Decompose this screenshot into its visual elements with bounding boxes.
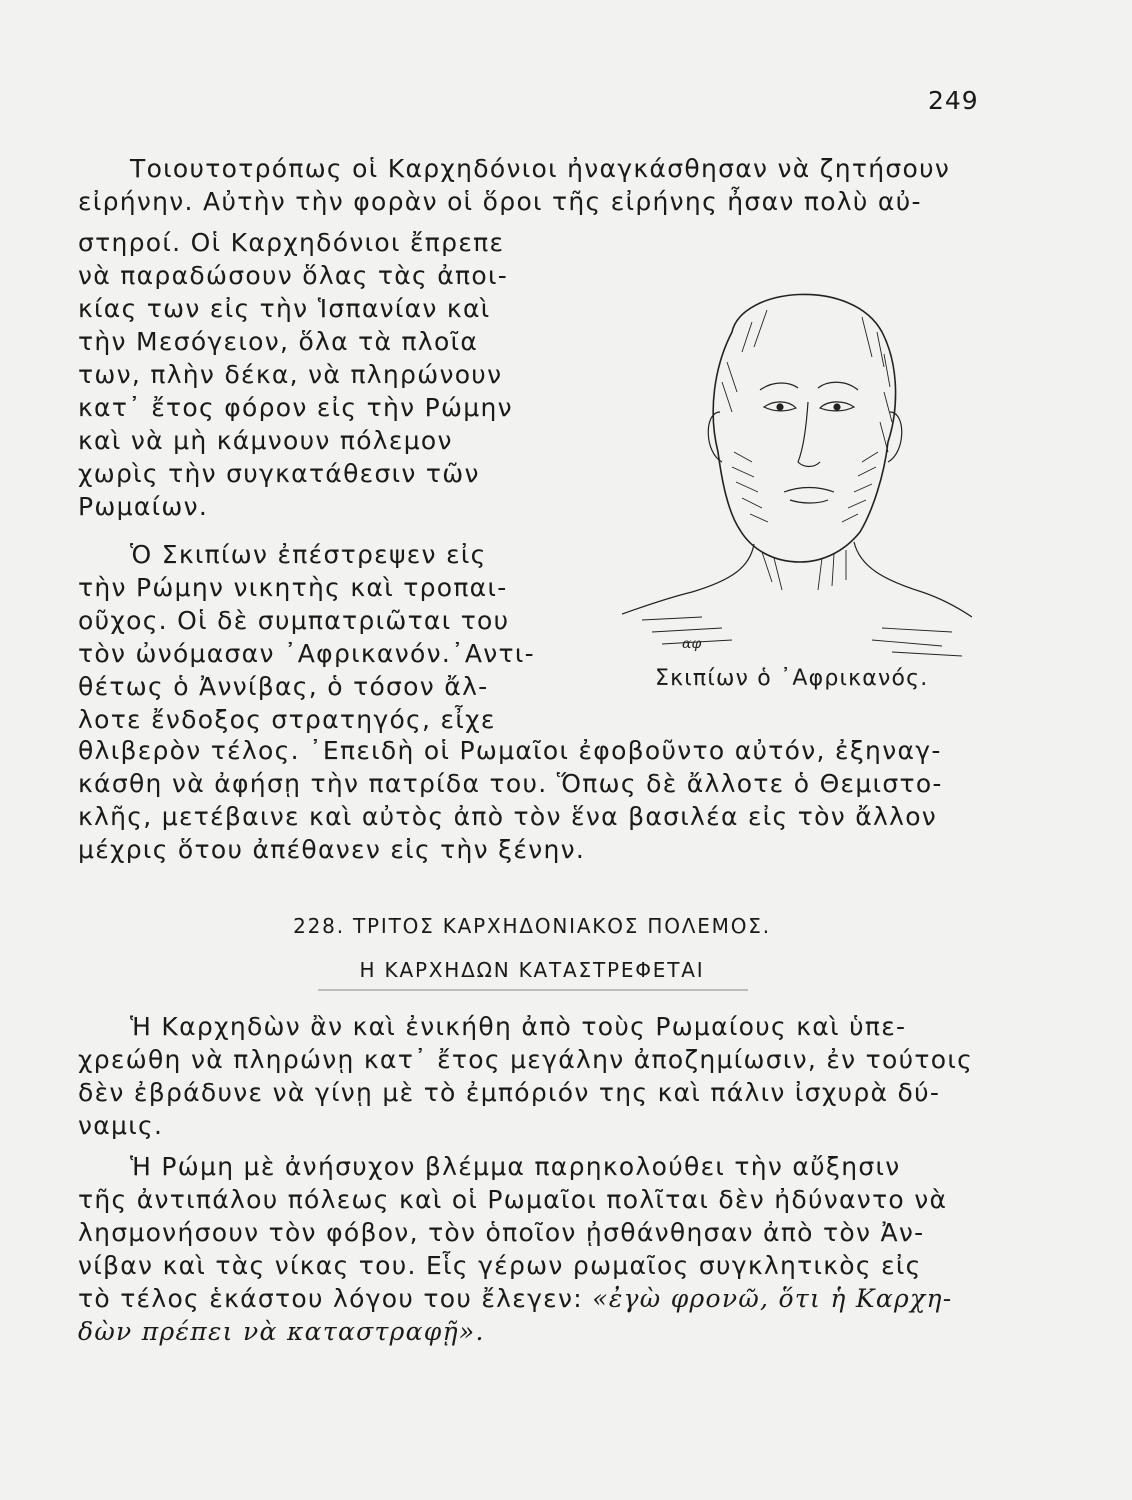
text-line: τῆς ἀντιπάλου πόλεως καὶ οἱ Ρωμαῖοι πολῖται δὲν ἠδύναντο νὰ [78, 1185, 948, 1214]
section-heading: 228. ΤΡΙΤΟΣ ΚΑΡΧΗΔΟΝΙΑΚΟΣ ΠΟΛΕΜΟΣ. [293, 914, 771, 938]
text-line: λοτε ἔνδοξος στρατηγός, εἶχε [78, 705, 496, 734]
text-line: λησμονήσουν τὸν φόβον, τὸν ὁποῖον ᾐσθάνθησαν ἀπὸ τὸν Ἀν- [78, 1218, 925, 1247]
text-line: νίβαν καὶ τὰς νίκας του. Εἷς γέρων ρωμαῖος συγκλητικὸς εἰς [78, 1251, 922, 1280]
text-line: χωρὶς τὴν συγκατάθεσιν τῶν [78, 459, 480, 488]
text-line: τὸν ὠνόμασαν ᾿Αφρικανόν.᾿Αντι- [78, 639, 535, 668]
text-line: κλῆς, μετέβαινε καὶ αὐτὸς ἀπὸ τὸν ἕνα βασιλέα εἰς τὸν ἄλλον [78, 802, 938, 831]
text-line: στηροί. Οἱ Καρχηδόνιοι ἔπρεπε [78, 228, 505, 257]
quote-text: «ἐγὼ φρονῶ, ὅτι ἡ Καρχη- [592, 1284, 953, 1313]
text-line: καὶ νὰ μὴ κάμνουν πόλεμον [78, 426, 453, 455]
text-line: κατ᾽ ἔτος φόρον εἰς τὴν Ρώμην [78, 393, 513, 422]
text-line: οῦχος. Οἱ δὲ συμπατριῶται του [78, 606, 510, 635]
text-line: δὲν ἐβράδυνε νὰ γίνῃ μὲ τὸ ἐμπόριόν της καὶ πάλιν ἰσχυρὰ δύ- [78, 1078, 941, 1107]
text-line: Ὁ Σκιπίων ἐπέστρεψεν εἰς [130, 540, 487, 569]
text-line: νὰ παραδώσουν ὅλας τὰς ἀποι- [78, 261, 509, 290]
text-line: θέτως ὁ Ἀννίβας, ὁ τόσον ἄλ- [78, 672, 489, 701]
text-line: των, πλὴν δέκα, νὰ πληρώνουν [78, 360, 503, 389]
page-number: 249 [928, 86, 979, 115]
quote-text: δὼν πρέπει νὰ καταστραφῇ». [78, 1317, 485, 1346]
portrait-illustration [622, 262, 972, 662]
artist-signature: αφ [682, 636, 702, 652]
text-fragment: τὸ τέλος ἑκάστου λόγου του ἔλεγεν: [78, 1284, 593, 1313]
heading-divider [318, 986, 748, 991]
text-line: κάσθη νὰ ἀφήσῃ τὴν πατρίδα του. Ὅπως δὲ ἄλλοτε ὁ Θεμιστο- [78, 769, 943, 798]
text-line: μέχρις ὅτου ἀπέθανεν εἰς τὴν ξένην. [78, 835, 586, 864]
text-line: ναμις. [78, 1111, 164, 1140]
paragraph-4 [78, 1150, 983, 1348]
paragraph-2-wrapped [78, 538, 558, 736]
paragraph-1-wrapped [78, 226, 558, 523]
text-line: εἰρήνην. Αὐτὴν τὴν φορὰν οἱ ὅροι τῆς εἰρήνης ἦσαν πολὺ αὐ- [78, 187, 922, 216]
text-line: χρεώθη νὰ πληρώνῃ κατ᾽ ἔτος μεγάλην ἀποζημίωσιν, ἐν τούτοις [78, 1045, 974, 1074]
text-line: Ρωμαίων. [78, 492, 209, 521]
text-line: τὴν Μεσόγειον, ὅλα τὰ πλοῖα [78, 327, 479, 356]
text-line: Ἡ Καρχηδὼν ἂν καὶ ἐνικήθη ἀπὸ τοὺς Ρωμαίους καὶ ὑπε- [130, 1012, 907, 1041]
paragraph-3 [78, 1010, 983, 1142]
paragraph-2-full [78, 734, 983, 866]
text-line: θλιβερὸν τέλος. ᾿Επειδὴ οἱ Ρωμαῖοι ἐφοβοῦντο αὐτόν, ἐξηναγ- [78, 736, 942, 765]
text-line [78, 1282, 983, 1315]
figure-caption: Σκιπίων ὁ ᾿Αφρικανός. [655, 666, 929, 691]
text-line: Ἡ Ρώμη μὲ ἀνήσυχον βλέμμα παρηκολούθει τὴν αὔξησιν [130, 1152, 901, 1181]
paragraph-1-top [78, 152, 983, 218]
text-line: Τοιουτοτρόπως οἱ Καρχηδόνιοι ἠναγκάσθησαν νὰ ζητήσουν [130, 154, 951, 183]
section-subheading: Η ΚΑΡΧΗΔΩΝ ΚΑΤΑΣΤΡΕΦΕΤΑΙ [359, 958, 705, 982]
text-line: τὴν Ρώμην νικητὴς καὶ τροπαι- [78, 573, 508, 602]
text-line: κίας των εἰς τὴν Ἱσπανίαν καὶ [78, 294, 491, 323]
